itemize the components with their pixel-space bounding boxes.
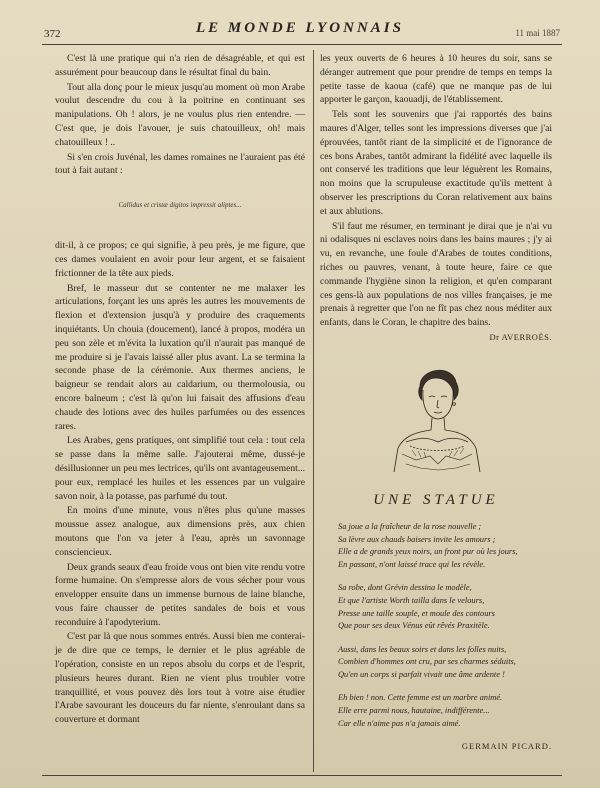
right-column — [320, 52, 552, 751]
article-paragraph: C'est là une pratique qui n'a rien de désagréable, et qui est assurément pour beaucoup dans le résultat final du bain. — [55, 53, 305, 78]
poem-stanza — [338, 582, 552, 632]
poem-verse: Sa joue a la fraîcheur de la rose nouvelle ; — [338, 521, 482, 531]
poem-verse: Que pour ses deux Vénus eût rêvés Praxitèle. — [338, 621, 490, 631]
footer-rule — [42, 775, 562, 776]
article-paragraph: C'est par là que nous sommes entrés. Aussi bien me conterai-je de dire que ce temps, le dernier et le plus agréable de l'opération, consiste en un repos absolu du corps et de l'esprit, plusieurs heures durant. Rien ne vient plus troubler votre tranquillité, et vous pouvez dès lors tout à votre aise étudier l'Arabe savourant les douceurs du far niente, s'enroulant dans sa couverture et dormant — [55, 631, 305, 726]
poem-verse: En passant, n'ont laissé trace qui les révèle. — [338, 559, 486, 569]
page-number: 372 — [44, 28, 61, 40]
header-rule — [42, 44, 562, 45]
article-paragraph: En moins d'une minute, vous n'êtes plus qu'une masses moussue assez analogue, aux dimensions près, aux chien moutons que l'on va jeter à l'eau, après un savonnage consciencieux. — [55, 505, 305, 558]
poem-verse: Et que l'artiste Worth tailla dans le velours, — [338, 595, 485, 605]
issue-date: 11 mai 1887 — [515, 28, 560, 38]
masthead-title: LE MONDE LYONNAIS — [196, 20, 404, 36]
woman-portrait-illustration — [376, 356, 496, 474]
article-paragraph: Bref, le masseur dut se contenter ne me malaxer les articulations, forçant les uns après les autres les mouvements de flexion et d'extension jusqu'à y produire des craquements inquiétants. Un chouia (doucement), lancé à propos, modéra un peu son zèle et m'évita la luxation qu'il n'aurait pas manqué de me produire si je l'avais laissé aller plus avant. La se termina la seconde phase de la cérémonie. Aux thermes anciens, le baigneur se rendait alors au caldarium, ou thermolousia, ou encore balneum ; c'est là qu'on lui faisait des affusions d'eau chaude des lotions avec des huiles parfumées ou des essences rares. — [55, 282, 305, 432]
poem-author: GERMAIN PICARD. — [461, 741, 552, 752]
latin-quote: Callidus et cristæ digitos impressit aliptes... — [118, 201, 242, 210]
poem-stanza — [338, 644, 552, 682]
poem-stanza — [338, 521, 552, 571]
poem-verse: Sa robe, dont Grévin dessina le modèle, — [338, 583, 472, 593]
column-divider — [313, 50, 314, 772]
article-paragraph: Deux grands seaux d'eau froide vous ont bien vite rendu votre forme humaine. On s'empresse alors de vous sécher pour vous envelopper ensuite dans un immense burnous de laine blanche, vous faire chausser de petites sandales de bois et vous reconduire à l'apodyterium. — [55, 561, 305, 628]
poem-title: UNE STATUE — [373, 491, 499, 508]
poem-verse: Qu'en un corps si parfait vivait une âme ardente ! — [338, 669, 505, 679]
poem-verse: Elle a de grands yeux noirs, un front pur où les jours, — [338, 547, 518, 557]
poem-verse: Car elle n'aime pas n'a jamais aimé. — [338, 718, 461, 728]
article-paragraph: les yeux ouverts de 6 heures à 10 heures du soir, sans se déranger autrement que pour prendre de temps en temps la petite tasse de kaoua (café) que ne manque pas de lui apporter le garçon, kaouadji, de l'établissement. — [320, 53, 552, 106]
page-header — [0, 16, 600, 46]
poem-stanza — [338, 692, 552, 730]
poem-verse: Combien d'hommes ont cru, par ses charmes séduits, — [338, 657, 516, 667]
poem-verse: Eh bien ! non. Cette femme est un marbre animé. — [338, 693, 503, 703]
poem-verse: Sa lèvre aux chauds baisers invite les amours ; — [338, 534, 496, 544]
poem-verse: Presse une taille souple, et moule des contours — [338, 608, 495, 618]
article-paragraph: Si s'en crois Juvénal, les dames romaines ne l'auraient pas été tout à fait autant : — [55, 151, 305, 177]
article-paragraph: dit-il, à ce propos; ce qui signifie, à peu près, je me figure, que ces dames voulaient en avoir pour leur argent, et se faisaient frictionner de la tête aux pieds. — [55, 240, 305, 279]
article-author: Dr AVERROÈS. — [489, 331, 552, 342]
article-paragraph: Tels sont les souvenirs que j'ai rapportés des bains maures d'Alger, telles sont les impressions diverses que j'ai éprouvées, tantôt riant de la simplicité et de l'ignorance de ces bons Arabes, tantôt admirant la fidélité avec laquelle ils ont conservé les traditions que leur léguèrent les Romains, non moins que la scrupuleuse exactitude qu'ils mettent à observer les prescriptions du Coran relativement aux bains et aux ablutions. — [320, 109, 552, 217]
poem-verse: Elle erre parmi nous, hautaine, indifférente... — [338, 706, 490, 716]
article-paragraph: Les Arabes, gens pratiques, ont simplifié tout cela : tout cela se passe dans la même salle. J'ajouterai même, dussé-je désillusionner un peu mes lectrices, qu'ils ont avantageusement... pour eux, remplacé les huiles et les essences par un vulgaire savon noir, à la potasse, pas parfumé du tout. — [55, 435, 305, 502]
poem-verse: Aussi, dans les beaux soirs et dans les folles nuits, — [338, 644, 507, 654]
article-paragraph: Tout alla donç pour le mieux jusqu'au moment où mon Arabe voulut descendre du cou à la poitrine en continuant ses manipulations. Oh ! alors, je ne voulus plus rien entendre. — C'est que, je dois l'avouer, je suis chatouilleux, oh! mais chatouilleux ! .. — [55, 81, 305, 148]
article-paragraph: S'il faut me résumer, en terminant je dirai que je n'ai vu ni odalisques ni esclaves noirs dans les bains maures ; j'y ai vu, en revanche, une foule d'Arabes de toutes conditions, riches ou pauvres, venant, à toute heure, faire ce que commande l'hygiène sinon la religion, et qu'en comparant ces gens-là aux populations de nos villes françaises, je me prenais à regretter que l'on ne fît pas chez nous méditer aux enfants, dans le Coran, le chapitre des bains. — [320, 220, 552, 329]
left-column — [55, 52, 305, 728]
